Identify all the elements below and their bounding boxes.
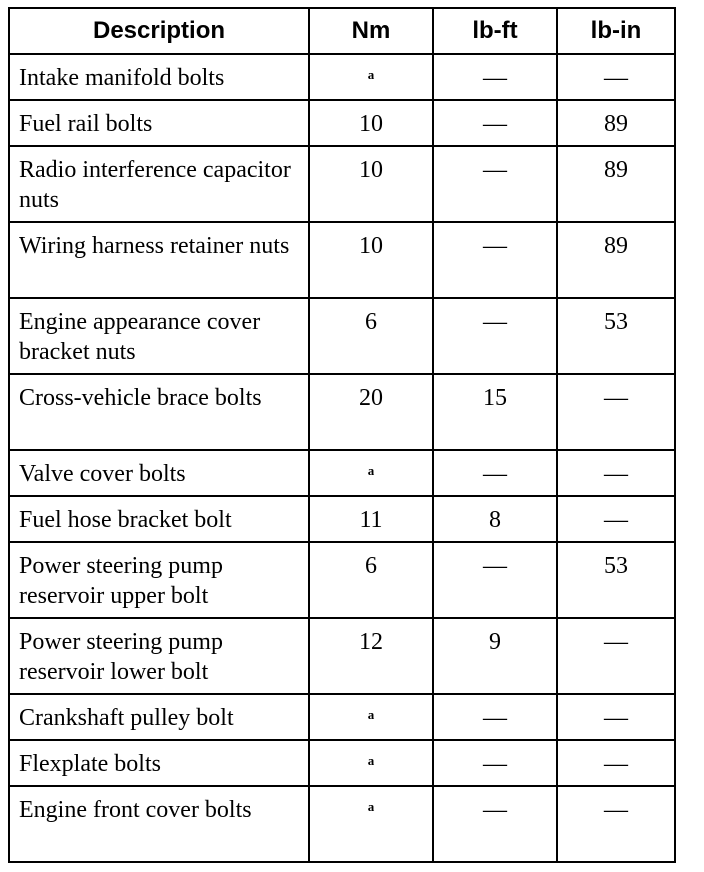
footnote-marker: a <box>367 799 375 814</box>
header-row <box>9 8 675 54</box>
torque-specifications-table <box>8 7 676 863</box>
lbft-cell: — <box>433 298 557 374</box>
lbft-cell: — <box>433 786 557 862</box>
description-cell: Engine appearance cover bracket nuts <box>9 298 309 374</box>
lbin-cell: — <box>557 618 675 694</box>
nm-cell <box>309 54 433 100</box>
nm-cell: 10 <box>309 222 433 298</box>
description-cell: Power steering pump reservoir upper bolt <box>9 542 309 618</box>
nm-cell: 20 <box>309 374 433 450</box>
description-cell: Cross-vehicle brace bolts <box>9 374 309 450</box>
nm-cell: 6 <box>309 542 433 618</box>
lbin-cell: 53 <box>557 542 675 618</box>
nm-cell: 11 <box>309 496 433 542</box>
description-cell: Fuel rail bolts <box>9 100 309 146</box>
lbin-cell: 53 <box>557 298 675 374</box>
header-lbft: lb-ft <box>433 8 557 54</box>
description-cell: Radio interference capacitor nuts <box>9 146 309 222</box>
table-row <box>9 146 675 222</box>
header-lbin: lb-in <box>557 8 675 54</box>
footnote-marker: a <box>367 67 375 82</box>
lbft-cell: — <box>433 100 557 146</box>
table-row <box>9 786 675 862</box>
header-nm: Nm <box>309 8 433 54</box>
description-cell: Valve cover bolts <box>9 450 309 496</box>
table-row <box>9 222 675 298</box>
description-cell: Fuel hose bracket bolt <box>9 496 309 542</box>
table-row <box>9 54 675 100</box>
nm-cell: 10 <box>309 146 433 222</box>
lbin-cell: — <box>557 496 675 542</box>
nm-cell <box>309 694 433 740</box>
lbin-cell: — <box>557 740 675 786</box>
lbft-cell: — <box>433 146 557 222</box>
nm-cell <box>309 786 433 862</box>
nm-cell <box>309 740 433 786</box>
lbin-cell: 89 <box>557 100 675 146</box>
lbin-cell: — <box>557 694 675 740</box>
lbft-cell: — <box>433 222 557 298</box>
lbft-cell: — <box>433 54 557 100</box>
table-row <box>9 100 675 146</box>
lbin-cell: — <box>557 450 675 496</box>
table-row <box>9 298 675 374</box>
footnote-marker: a <box>367 463 375 478</box>
description-cell: Intake manifold bolts <box>9 54 309 100</box>
table-row <box>9 374 675 450</box>
table-row <box>9 618 675 694</box>
lbft-cell: — <box>433 450 557 496</box>
table-row <box>9 740 675 786</box>
table-row <box>9 450 675 496</box>
lbft-cell: 9 <box>433 618 557 694</box>
nm-cell: 10 <box>309 100 433 146</box>
table-row <box>9 694 675 740</box>
lbin-cell: 89 <box>557 222 675 298</box>
lbft-cell: — <box>433 542 557 618</box>
description-cell: Power steering pump reservoir lower bolt <box>9 618 309 694</box>
lbft-cell: 15 <box>433 374 557 450</box>
description-cell: Crankshaft pulley bolt <box>9 694 309 740</box>
lbin-cell: 89 <box>557 146 675 222</box>
lbin-cell: — <box>557 54 675 100</box>
nm-cell: 6 <box>309 298 433 374</box>
lbin-cell: — <box>557 786 675 862</box>
description-cell: Flexplate bolts <box>9 740 309 786</box>
nm-cell: 12 <box>309 618 433 694</box>
lbft-cell: 8 <box>433 496 557 542</box>
lbft-cell: — <box>433 740 557 786</box>
lbin-cell: — <box>557 374 675 450</box>
table-row <box>9 496 675 542</box>
description-cell: Wiring harness retainer nuts <box>9 222 309 298</box>
header-description: Description <box>9 8 309 54</box>
lbft-cell: — <box>433 694 557 740</box>
nm-cell <box>309 450 433 496</box>
description-cell: Engine front cover bolts <box>9 786 309 862</box>
table-row <box>9 542 675 618</box>
footnote-marker: a <box>367 753 375 768</box>
footnote-marker: a <box>367 707 375 722</box>
